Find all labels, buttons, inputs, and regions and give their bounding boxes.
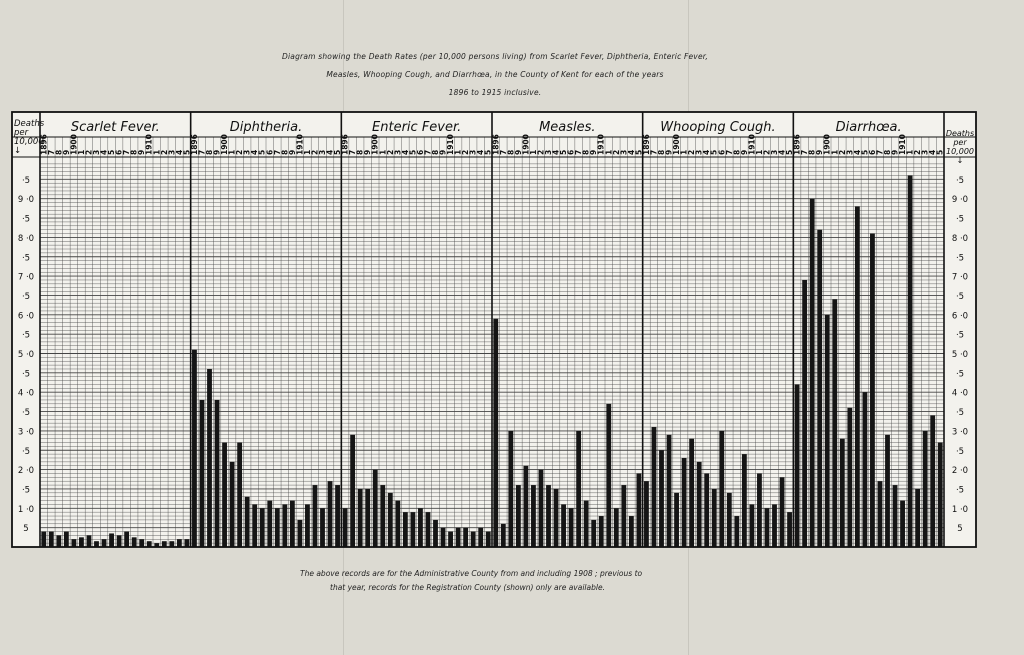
y-tick-label-right: 2 ·0 — [951, 466, 969, 477]
bar — [591, 520, 596, 547]
year-tick-label: 3 — [770, 149, 779, 155]
year-tick-label: 1910 — [596, 134, 606, 155]
year-tick-label: 1910 — [747, 134, 757, 155]
year-tick-label: 1896 — [340, 134, 350, 155]
bar — [350, 435, 355, 547]
year-tick-label: 1900 — [672, 134, 682, 155]
year-tick-label: 1 — [152, 149, 162, 155]
year-tick-label: 1 — [830, 149, 840, 155]
year-tick-label: 4 — [626, 149, 636, 155]
y-tick-label-right: 9 ·0 — [951, 195, 969, 206]
year-tick-label: 4 — [400, 149, 410, 155]
year-tick-label: 4 — [702, 149, 712, 155]
y-tick-label-left: ·5 — [21, 485, 31, 496]
bar — [832, 299, 837, 547]
y-tick-label-right: 5 — [957, 524, 963, 535]
year-tick-label: 2 — [536, 149, 546, 155]
bar — [629, 516, 634, 547]
year-tick-label: 5 — [709, 149, 719, 155]
bar — [554, 489, 559, 547]
year-tick-label: 3 — [318, 149, 327, 155]
bar — [636, 473, 641, 547]
bar — [471, 532, 476, 547]
y-tick-label-left: 8 ·0 — [17, 233, 35, 244]
bar — [245, 497, 250, 547]
year-tick-label: 5 — [634, 149, 644, 155]
bar — [343, 508, 348, 547]
bar — [192, 350, 197, 547]
year-tick-label: 2 — [762, 149, 772, 155]
year-tick-label: 1896 — [641, 134, 651, 155]
year-tick-label: 7 — [574, 149, 584, 155]
bar — [561, 504, 566, 547]
year-tick-label: 1 — [76, 149, 86, 155]
year-tick-label: 9 — [815, 149, 825, 155]
year-tick-label: 5 — [182, 149, 192, 155]
bar — [674, 493, 679, 547]
bar — [584, 501, 589, 547]
bar — [478, 528, 483, 547]
bar — [418, 508, 423, 547]
bar — [56, 535, 61, 547]
y-tick-label-right: 5 ·0 — [951, 350, 969, 360]
bar — [734, 516, 739, 547]
series-name-label: Whooping Cough. — [660, 120, 776, 135]
bar — [282, 504, 287, 547]
bar — [787, 512, 792, 547]
bar — [817, 230, 822, 547]
bar — [222, 443, 227, 547]
year-tick-label: 1 — [905, 149, 915, 155]
y-tick-label-right: ·5 — [955, 175, 965, 186]
y-axis-label-right: per — [953, 138, 967, 147]
year-tick-label: 6 — [717, 149, 727, 155]
year-tick-label: 3 — [242, 149, 252, 155]
year-tick-label: 2 — [611, 149, 621, 155]
year-tick-label: 1900 — [521, 134, 531, 155]
bar — [523, 466, 528, 547]
year-tick-label: 8 — [129, 149, 139, 155]
year-tick-label: 7 — [649, 149, 659, 155]
bar — [380, 485, 385, 547]
year-tick-label: 8 — [883, 149, 892, 155]
bar — [621, 485, 626, 547]
y-axis-label-right: 10,000 — [946, 147, 974, 156]
year-tick-label: 4 — [928, 149, 938, 155]
bar — [139, 539, 144, 547]
bar — [900, 501, 905, 547]
y-tick-label-left: ·5 — [21, 253, 31, 264]
bar — [923, 431, 928, 547]
year-tick-label: 3 — [544, 149, 553, 155]
bar — [712, 489, 717, 547]
year-tick-label: 3 — [920, 149, 930, 155]
bar — [870, 234, 875, 547]
year-tick-label: 2 — [159, 149, 169, 155]
year-tick-label: 7 — [498, 149, 508, 155]
year-tick-label: 1896 — [491, 134, 501, 155]
y-tick-label-left: 9 ·0 — [17, 195, 35, 206]
bar — [49, 532, 54, 547]
bar — [335, 485, 340, 547]
y-tick-label-left: ·5 — [21, 214, 31, 225]
y-tick-label-left: ·5 — [21, 330, 31, 341]
year-tick-label: 4 — [250, 149, 260, 155]
year-tick-label: 5 — [935, 149, 945, 155]
bar — [772, 504, 777, 547]
year-tick-label: 9 — [363, 149, 373, 155]
year-tick-label: 4 — [852, 149, 862, 155]
year-tick-label: 9 — [438, 149, 448, 155]
year-tick-label: 8 — [657, 149, 666, 155]
bar — [704, 473, 709, 547]
year-tick-label: 1 — [227, 149, 237, 155]
y-tick-label-left: 1 ·0 — [17, 504, 35, 515]
year-tick-label: 4 — [99, 149, 109, 155]
bar — [388, 493, 393, 547]
year-tick-label: 5 — [408, 149, 418, 155]
year-tick-label: 2 — [84, 149, 94, 155]
year-tick-label: 5 — [483, 149, 493, 155]
year-tick-label: 3 — [845, 149, 855, 155]
year-tick-label: 1900 — [370, 134, 380, 155]
bar — [930, 415, 935, 547]
bar — [64, 532, 69, 547]
year-tick-label: 1 — [604, 149, 614, 155]
bar — [847, 408, 852, 547]
year-tick-label: 7 — [122, 149, 132, 155]
year-tick-label: 4 — [325, 149, 335, 155]
y-tick-label-left: 4 ·0 — [17, 388, 35, 399]
year-tick-label: 7 — [724, 149, 734, 155]
y-tick-label-left: ·5 — [21, 446, 31, 457]
bar — [667, 435, 672, 547]
y-tick-label-right: ·5 — [955, 446, 965, 457]
bar — [403, 512, 408, 547]
year-tick-label: 9 — [287, 149, 297, 155]
bar — [749, 504, 754, 547]
y-tick-label-left: 5 — [23, 524, 29, 535]
bar — [313, 485, 318, 547]
bar — [795, 384, 800, 547]
bar — [493, 319, 498, 547]
bar — [576, 431, 581, 547]
bar — [878, 481, 883, 547]
year-tick-label: 1910 — [295, 134, 305, 155]
y-tick-label-right: 7 ·0 — [951, 272, 969, 283]
y-axis-label-left: ↓ — [14, 146, 22, 156]
year-tick-label: 7 — [46, 149, 56, 155]
bar — [328, 481, 333, 547]
bar — [885, 435, 890, 547]
bar — [109, 533, 114, 547]
bar — [508, 431, 513, 547]
y-tick-label-right: ·5 — [955, 369, 965, 380]
year-tick-label: 1900 — [822, 134, 832, 155]
year-tick-label: 3 — [393, 149, 403, 155]
year-tick-label: 8 — [581, 149, 591, 155]
year-tick-label: 5 — [333, 149, 343, 155]
y-tick-label-left: ·5 — [21, 175, 31, 186]
year-tick-label: 1910 — [144, 134, 154, 155]
year-tick-label: 8 — [205, 149, 214, 155]
series-name-label: Diarrhœa. — [835, 120, 902, 135]
year-tick-label: 2 — [837, 149, 847, 155]
year-tick-label: 1 — [378, 149, 388, 155]
year-tick-label: 4 — [174, 149, 184, 155]
bar — [395, 501, 400, 547]
bar — [893, 485, 898, 547]
y-tick-label-right: ·5 — [955, 291, 965, 302]
footnote-line-1: The above records are for the Administrative County from and including 1908 ; previous to — [300, 569, 643, 578]
bar — [184, 539, 189, 547]
chart-title-line-3: 1896 to 1915 inclusive. — [448, 88, 542, 97]
bar — [132, 537, 137, 547]
y-tick-label-left: ·5 — [21, 291, 31, 302]
bar — [410, 512, 415, 547]
year-tick-label: 9 — [664, 149, 674, 155]
year-tick-label: 1 — [754, 149, 764, 155]
bar — [305, 504, 310, 547]
year-tick-label: 8 — [732, 149, 742, 155]
year-tick-label: 3 — [167, 149, 177, 155]
y-tick-label-right: ·5 — [955, 330, 965, 341]
y-tick-label-right: ·5 — [955, 253, 965, 264]
bar — [433, 520, 438, 547]
bar — [539, 470, 544, 547]
bar — [606, 404, 611, 547]
year-tick-label: 1896 — [39, 134, 49, 155]
y-axis-label-right: Deaths — [945, 129, 975, 138]
bar — [456, 528, 461, 547]
bar — [862, 392, 867, 547]
year-tick-label: 9 — [890, 149, 900, 155]
bar — [426, 512, 431, 547]
year-tick-label: 1910 — [898, 134, 908, 155]
y-tick-label-left: ·5 — [21, 408, 31, 419]
bar — [358, 489, 363, 547]
bar — [237, 443, 242, 547]
series-name-label: Enteric Fever. — [372, 120, 462, 135]
bar — [448, 532, 453, 547]
bar — [780, 477, 785, 547]
year-tick-label: 2 — [913, 149, 923, 155]
y-tick-label-left: 3 ·0 — [17, 427, 35, 438]
bar — [275, 508, 280, 547]
bar — [659, 450, 664, 547]
year-tick-label: 8 — [355, 149, 365, 155]
year-tick-label: 6 — [867, 149, 877, 155]
year-tick-label: 1 — [302, 149, 312, 155]
bar — [87, 535, 92, 547]
bar — [855, 206, 860, 547]
y-tick-label-left: 5 ·0 — [17, 350, 35, 360]
year-tick-label: 3 — [694, 149, 704, 155]
bar — [124, 532, 129, 547]
bar — [599, 516, 604, 547]
bar — [230, 462, 235, 547]
year-tick-label: 1900 — [220, 134, 230, 155]
y-tick-label-right: 1 ·0 — [951, 504, 969, 515]
y-tick-label-right: ·5 — [955, 485, 965, 496]
bar — [516, 485, 521, 547]
bar — [501, 524, 506, 547]
year-tick-label: 2 — [385, 149, 395, 155]
y-tick-label-left: ·5 — [21, 369, 31, 380]
bar — [373, 470, 378, 547]
year-tick-label: 6 — [415, 149, 425, 155]
year-tick-label: 8 — [54, 149, 64, 155]
year-tick-label: 4 — [551, 149, 561, 155]
bar — [320, 508, 325, 547]
y-tick-label-left: 2 ·0 — [17, 466, 35, 477]
year-tick-label: 7 — [197, 149, 207, 155]
y-tick-label-right: ·5 — [955, 214, 965, 225]
bar — [177, 539, 182, 547]
year-tick-label: 5 — [107, 149, 117, 155]
year-tick-label: 9 — [513, 149, 523, 155]
bar — [682, 458, 687, 547]
bar — [267, 501, 272, 547]
bar — [41, 532, 46, 547]
year-tick-label: 1 — [679, 149, 689, 155]
y-tick-label-left: 7 ·0 — [17, 272, 35, 283]
year-tick-label: 9 — [61, 149, 71, 155]
year-tick-label: 3 — [468, 149, 478, 155]
bar — [742, 454, 747, 547]
year-tick-label: 9 — [137, 149, 147, 155]
year-tick-label: 7 — [875, 149, 885, 155]
bar — [365, 489, 370, 547]
year-tick-label: 1896 — [792, 134, 802, 155]
year-tick-label: 2 — [235, 149, 245, 155]
year-tick-label: 8 — [280, 149, 290, 155]
y-axis-label-right: ↓ — [956, 156, 964, 165]
year-tick-label: 7 — [348, 149, 358, 155]
year-tick-label: 8 — [807, 149, 817, 155]
y-axis-label-left: per — [14, 128, 29, 138]
year-tick-label: 8 — [431, 149, 440, 155]
y-tick-label-right: ·5 — [955, 408, 965, 419]
bar — [689, 439, 694, 547]
bar — [207, 369, 212, 547]
year-tick-label: 7 — [800, 149, 810, 155]
year-tick-label: 5 — [860, 149, 870, 155]
year-tick-label: 2 — [687, 149, 697, 155]
year-tick-label: 6 — [566, 149, 576, 155]
series-name-label: Diphtheria. — [229, 120, 303, 135]
year-tick-label: 5 — [785, 149, 795, 155]
bar — [290, 501, 295, 547]
year-tick-label: 3 — [92, 149, 101, 155]
bar — [915, 489, 920, 547]
year-tick-label: 5 — [559, 149, 569, 155]
year-tick-label: 4 — [777, 149, 787, 155]
chart-title-line-1: Diagram showing the Death Rates (per 10,000 persons living) from Scarlet Fever, Diphtheria, Enteric Fever, — [282, 52, 708, 61]
bar — [765, 508, 770, 547]
bar — [252, 504, 257, 547]
bar — [441, 528, 446, 547]
bar — [463, 528, 468, 547]
year-tick-label: 3 — [619, 149, 629, 155]
bar — [486, 532, 491, 547]
y-tick-label-left: 6 ·0 — [17, 311, 35, 322]
chart-title-line-2: Measles, Whooping Cough, and Diarrhœa, in the County of Kent for each of the years — [326, 70, 664, 79]
year-tick-label: 5 — [257, 149, 267, 155]
bar — [215, 400, 220, 547]
bar — [810, 199, 815, 547]
year-tick-label: 4 — [476, 149, 486, 155]
footnote-line-2: that year, records for the Registration County (shown) only are available. — [330, 583, 605, 592]
y-tick-label-right: 6 ·0 — [951, 311, 969, 322]
series-name-label: Measles. — [539, 120, 596, 135]
y-tick-label-right: 3 ·0 — [951, 427, 969, 438]
bar — [757, 473, 762, 547]
year-tick-label: 9 — [589, 149, 599, 155]
bar — [840, 439, 845, 547]
bar — [531, 485, 536, 547]
year-tick-label: 1 — [453, 149, 463, 155]
year-tick-label: 8 — [506, 149, 516, 155]
year-tick-label: 1910 — [446, 134, 456, 155]
bar — [79, 537, 84, 547]
year-tick-label: 2 — [310, 149, 320, 155]
year-tick-label: 1896 — [189, 134, 199, 155]
bar — [825, 315, 830, 547]
bar — [260, 508, 265, 547]
year-tick-label: 1 — [528, 149, 538, 155]
year-tick-label: 7 — [423, 149, 433, 155]
y-axis-label-left: Deaths — [14, 119, 45, 129]
bar — [727, 493, 732, 547]
bar — [546, 485, 551, 547]
year-tick-label: 6 — [265, 149, 275, 155]
bar — [908, 175, 913, 547]
bar — [297, 520, 302, 547]
year-tick-label: 9 — [739, 149, 749, 155]
y-axis-label-left: 10,000 — [14, 137, 44, 147]
bar — [102, 539, 107, 547]
year-tick-label: 9 — [212, 149, 222, 155]
series-name-label: Scarlet Fever. — [70, 120, 160, 135]
bar — [71, 539, 76, 547]
year-tick-label: 1900 — [69, 134, 79, 155]
bar — [200, 400, 205, 547]
year-tick-label: 7 — [272, 149, 282, 155]
bar — [938, 443, 943, 547]
bar — [652, 427, 657, 547]
bar — [719, 431, 724, 547]
bar — [614, 508, 619, 547]
y-tick-label-right: 4 ·0 — [951, 388, 969, 399]
bar — [569, 508, 574, 547]
year-tick-label: 2 — [461, 149, 471, 155]
bar — [697, 462, 702, 547]
y-tick-label-right: 8 ·0 — [951, 233, 969, 244]
bar — [117, 535, 122, 547]
bar — [802, 280, 807, 547]
year-tick-label: 6 — [114, 149, 124, 155]
bar — [644, 481, 649, 547]
